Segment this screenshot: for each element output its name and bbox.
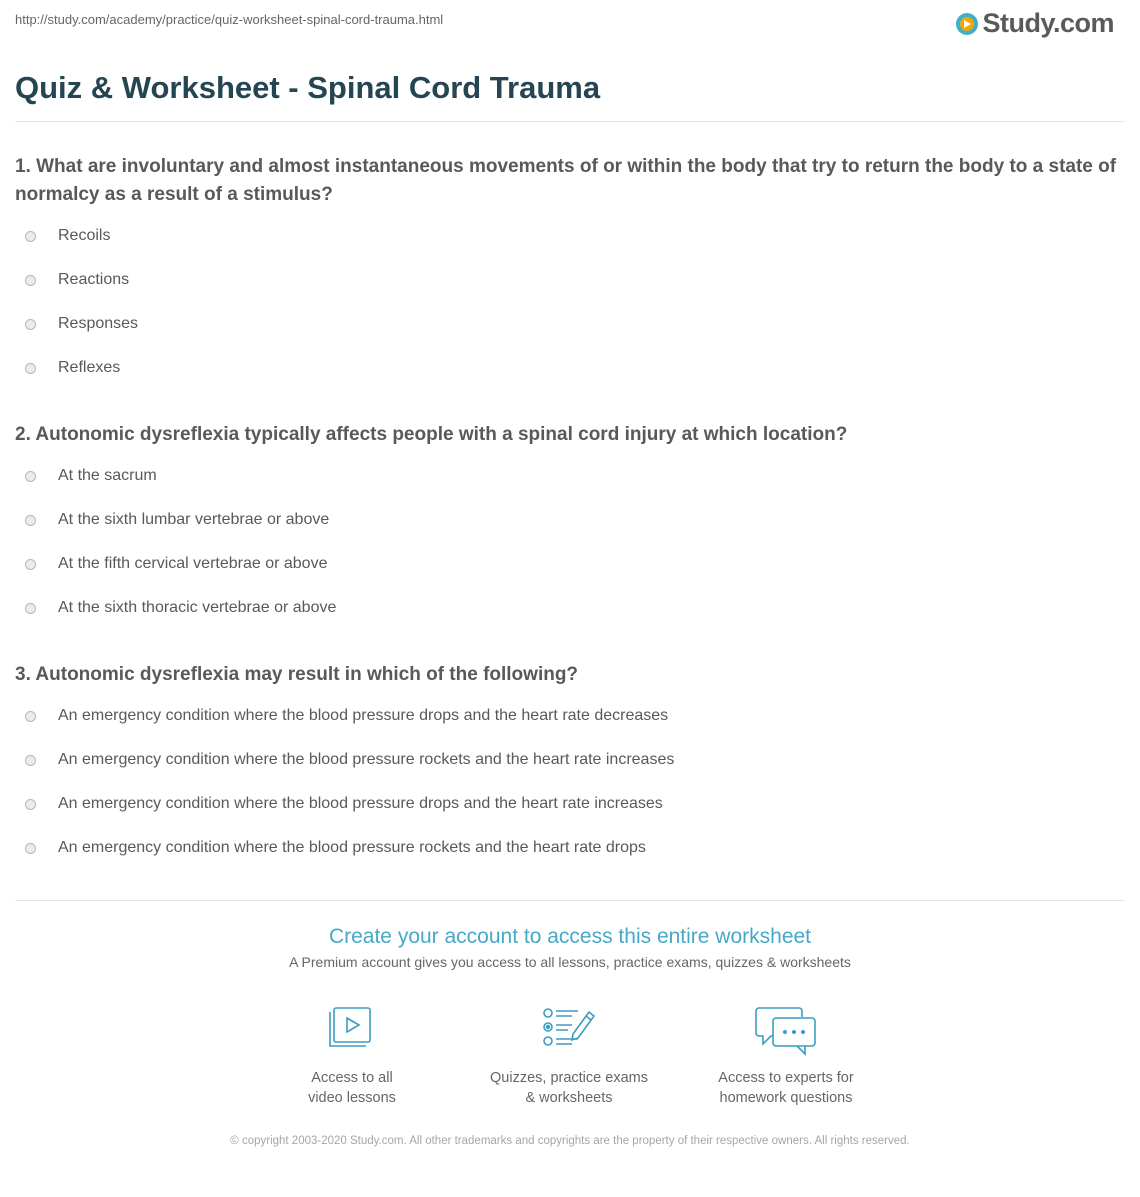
- question-3: [15, 661, 1125, 883]
- feature-experts: [686, 1004, 886, 1108]
- feature-label: Access to all video lessons: [308, 1070, 396, 1106]
- answer-label: An emergency condition where the blood pressure rockets and the heart rate increases: [58, 751, 675, 768]
- chat-bubbles-icon: [753, 1004, 819, 1056]
- page-title: Quiz & Worksheet - Spinal Cord Trauma: [15, 70, 601, 105]
- feature-label: Access to experts for homework questions: [718, 1070, 854, 1106]
- answer-label: At the sixth thoracic vertebrae or above: [58, 599, 337, 616]
- answer-label: An emergency condition where the blood pressure drops and the heart rate decreases: [58, 707, 669, 724]
- answer-label: An emergency condition where the blood pressure drops and the heart rate increases: [58, 795, 663, 812]
- study-play-logo-icon: [956, 13, 978, 35]
- answer-list: [15, 707, 1125, 883]
- answer-option[interactable]: [15, 315, 1125, 359]
- radio-button[interactable]: [25, 363, 36, 374]
- radio-button[interactable]: [25, 843, 36, 854]
- answer-option[interactable]: [15, 707, 1125, 751]
- page-url: http://study.com/academy/practice/quiz-worksheet-spinal-cord-trauma.html: [15, 12, 444, 27]
- question-text: 2. Autonomic dysreflexia typically affects people with a spinal cord injury at which location?: [15, 424, 848, 445]
- study-logo[interactable]: [956, 8, 1114, 39]
- radio-button[interactable]: [25, 275, 36, 286]
- answer-label: Reactions: [58, 271, 130, 288]
- question-text: 1. What are involuntary and almost instantaneous movements of or within the body that try to return the body to a state of normalcy as a result of a stimulus?: [15, 156, 1117, 205]
- answer-option[interactable]: [15, 751, 1125, 795]
- radio-button[interactable]: [25, 559, 36, 570]
- answer-label: At the fifth cervical vertebrae or above: [58, 555, 328, 572]
- feature-quizzes: [469, 1004, 669, 1108]
- answer-list: [15, 227, 1125, 403]
- radio-button[interactable]: [25, 231, 36, 242]
- divider: [15, 900, 1125, 901]
- cta-title[interactable]: Create your account to access this entire worksheet: [328, 925, 812, 948]
- video-lessons-icon: [322, 1004, 382, 1056]
- radio-button[interactable]: [25, 603, 36, 614]
- answer-option[interactable]: [15, 359, 1125, 403]
- radio-button[interactable]: [25, 515, 36, 526]
- answer-option[interactable]: [15, 839, 1125, 883]
- answer-option[interactable]: [15, 511, 1125, 555]
- radio-button[interactable]: [25, 319, 36, 330]
- question-text: 3. Autonomic dysreflexia may result in which of the following?: [15, 664, 579, 685]
- top-bar: [0, 0, 1140, 52]
- divider: [15, 121, 1125, 122]
- answer-label: Reflexes: [58, 359, 121, 376]
- radio-button[interactable]: [25, 471, 36, 482]
- question-2: [15, 421, 1125, 643]
- answer-option[interactable]: [15, 555, 1125, 599]
- question-1: [15, 153, 1125, 403]
- answer-option[interactable]: [15, 271, 1125, 315]
- answer-option[interactable]: [15, 599, 1125, 643]
- feature-label: Quizzes, practice exams & worksheets: [490, 1070, 648, 1106]
- answer-label: At the sixth lumbar vertebrae or above: [58, 511, 330, 528]
- answer-option[interactable]: [15, 795, 1125, 839]
- radio-button[interactable]: [25, 711, 36, 722]
- answer-label: At the sacrum: [58, 467, 157, 484]
- radio-button[interactable]: [25, 799, 36, 810]
- copyright-notice: © copyright 2003-2020 Study.com. All other trademarks and copyrights are the property of their respective owners. All rights reserved.: [230, 1135, 910, 1147]
- logo-text: Study.com: [982, 8, 1114, 38]
- answer-label: Responses: [58, 315, 139, 332]
- answer-list: [15, 467, 1125, 643]
- answer-label: An emergency condition where the blood pressure rockets and the heart rate drops: [58, 839, 646, 856]
- cta-subtitle: A Premium account gives you access to all lessons, practice exams, quizzes & worksheets: [289, 954, 851, 970]
- answer-option[interactable]: [15, 467, 1125, 511]
- radio-button[interactable]: [25, 755, 36, 766]
- answer-label: Recoils: [58, 227, 111, 244]
- feature-video-lessons: [252, 1004, 452, 1108]
- answer-option[interactable]: [15, 227, 1125, 271]
- quiz-checklist-icon: [539, 1004, 599, 1056]
